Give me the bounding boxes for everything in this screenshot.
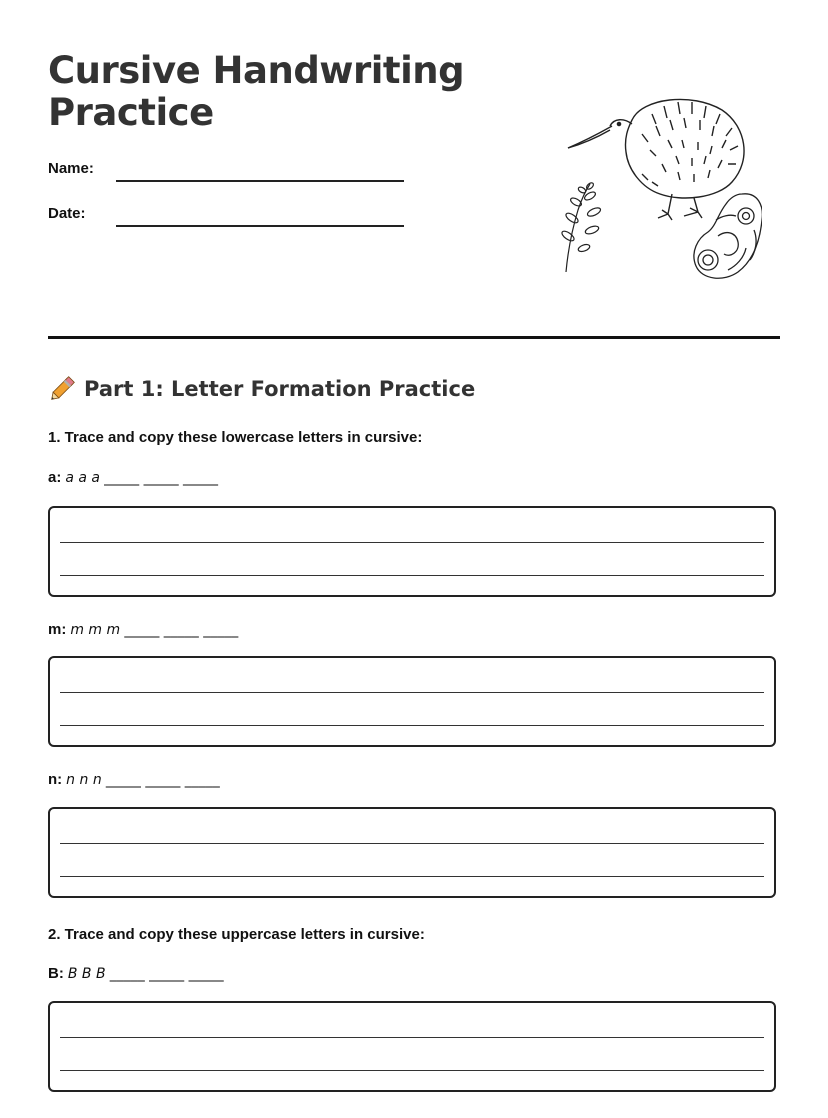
instruction-lowercase: 1. Trace and copy these lowercase letters in cursive: bbox=[48, 429, 423, 446]
date-label: Date: bbox=[48, 205, 86, 222]
letter-label: a: bbox=[48, 469, 62, 486]
name-field[interactable] bbox=[116, 180, 404, 182]
letter-blanks: _____ _____ _____ bbox=[104, 470, 219, 486]
page-title bbox=[48, 50, 468, 134]
maori-carving-icon bbox=[694, 194, 762, 278]
letter-blanks: _____ _____ _____ bbox=[109, 966, 224, 982]
fern-sprig-icon bbox=[560, 182, 601, 272]
practice-box-n[interactable] bbox=[48, 807, 776, 898]
letter-prompt-a bbox=[48, 469, 218, 486]
writing-line bbox=[60, 692, 764, 693]
writing-line bbox=[60, 542, 764, 543]
pencil-icon bbox=[48, 374, 78, 402]
letter-blanks: _____ _____ _____ bbox=[105, 772, 220, 788]
writing-line bbox=[60, 725, 764, 726]
writing-line bbox=[60, 843, 764, 844]
part1-title: Part 1: Letter Formation Practice bbox=[84, 377, 476, 401]
letter-prompt-n bbox=[48, 771, 220, 788]
name-label: Name: bbox=[48, 160, 94, 177]
title-line-2: Practice bbox=[48, 91, 214, 134]
practice-box-a[interactable] bbox=[48, 506, 776, 597]
letter-prompt-m bbox=[48, 621, 238, 638]
instruction-uppercase: 2. Trace and copy these uppercase letters in cursive: bbox=[48, 926, 425, 943]
writing-line bbox=[60, 575, 764, 576]
letter-label: m: bbox=[48, 621, 67, 638]
kiwi-bird-icon bbox=[568, 99, 744, 220]
letter-glyphs: a a a bbox=[65, 470, 100, 486]
letter-blanks: _____ _____ _____ bbox=[124, 622, 239, 638]
letter-glyphs: n n n bbox=[66, 772, 102, 788]
header-illustration bbox=[532, 90, 762, 286]
title-line-1: Cursive Handwriting bbox=[48, 49, 465, 92]
writing-line bbox=[60, 876, 764, 877]
section-divider bbox=[48, 336, 780, 339]
letter-prompt-B bbox=[48, 965, 224, 982]
practice-box-m[interactable] bbox=[48, 656, 776, 747]
letter-glyphs: B B B bbox=[67, 966, 106, 982]
practice-box-B[interactable] bbox=[48, 1001, 776, 1092]
worksheet-page bbox=[48, 0, 780, 1118]
writing-line bbox=[60, 1037, 764, 1038]
part1-heading bbox=[48, 374, 475, 402]
letter-glyphs: m m m bbox=[70, 622, 121, 638]
date-field[interactable] bbox=[116, 225, 404, 227]
letter-label: n: bbox=[48, 771, 63, 788]
writing-line bbox=[60, 1070, 764, 1071]
letter-label: B: bbox=[48, 965, 64, 982]
